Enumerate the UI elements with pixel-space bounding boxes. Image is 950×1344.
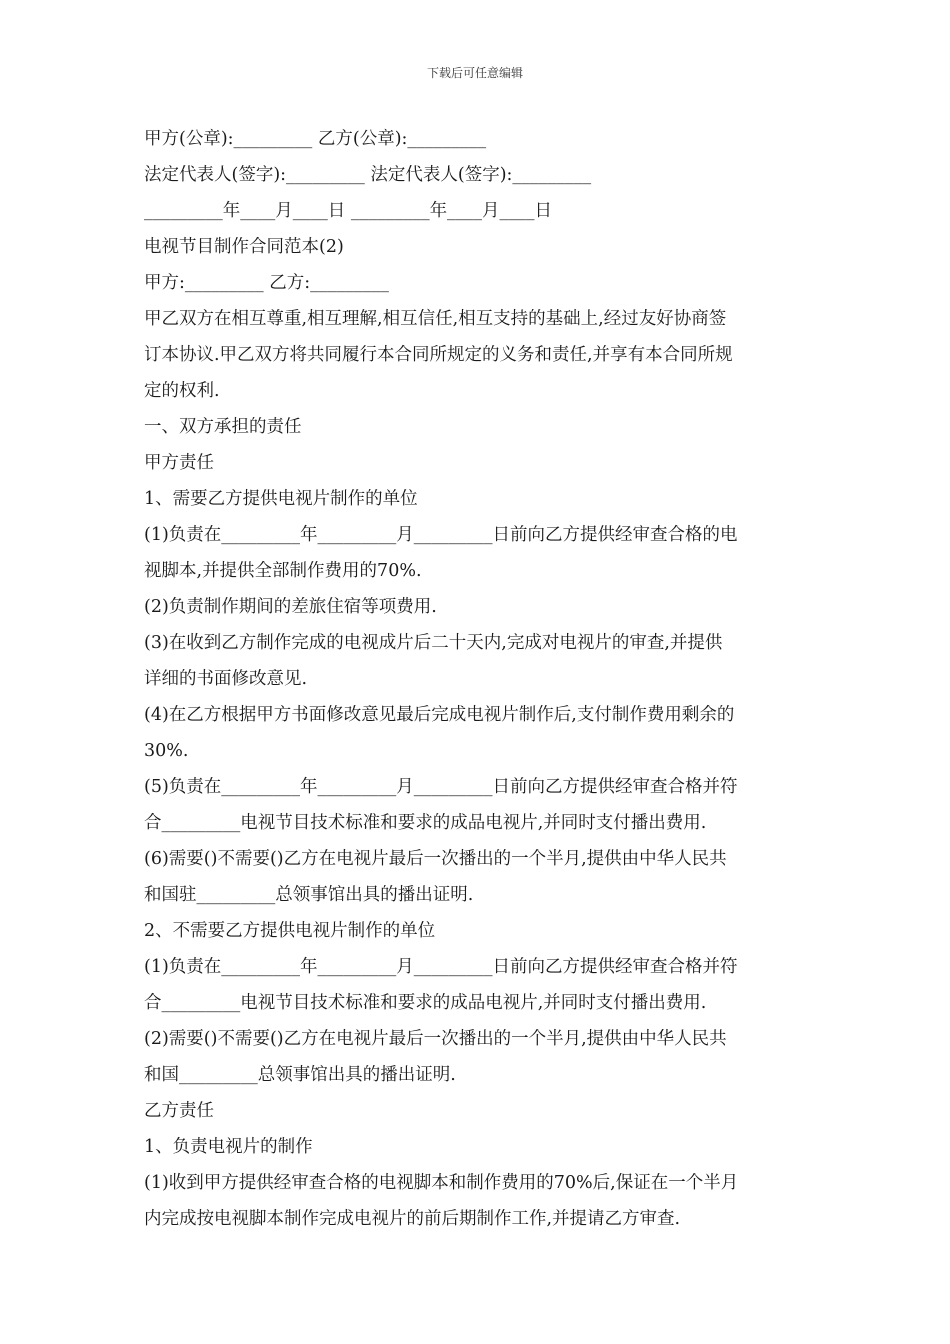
text-line: (2)负责制作期间的差旅住宿等项费用. [144,597,437,617]
text-line: (1)收到甲方提供经审查合格的电视脚本和制作费用的70%后,保证在一个半月 [144,1173,739,1193]
text-line: 1、需要乙方提供电视片制作的单位 [144,489,418,509]
text-line: (5)负责在_________年_________月_________日前向乙方提供经审查合格并符 [144,777,738,797]
text-line: 合_________电视节目技术标准和要求的成品电视片,并同时支付播出费用. [144,813,707,833]
document-body [144,121,814,1237]
text-line: 视脚本,并提供全部制作费用的70%. [144,561,422,581]
text-line: (2)需要()不需要()乙方在电视片最后一次播出的一个半月,提供由中华人民共 [144,1029,727,1049]
text-line: 1、负责电视片的制作 [144,1137,313,1157]
section-heading: 一、双方承担的责任 [144,417,302,437]
section-title: 电视节目制作合同范本(2) [144,237,344,257]
text-line: 订本协议.甲乙双方将共同履行本合同所规定的义务和责任,并享有本合同所规 [144,345,733,365]
text-line: (4)在乙方根据甲方书面修改意见最后完成电视片制作后,支付制作费用剩余的 [144,705,735,725]
text-line: (1)负责在_________年_________月_________日前向乙方提供经审查合格的电 [144,525,738,545]
page-header-note: 下载后可任意编辑 [426,66,523,80]
text-line: 和国_________总领事馆出具的播出证明. [144,1065,456,1085]
text-line: (3)在收到乙方制作完成的电视成片后二十天内,完成对电视片的审查,并提供 [144,633,723,653]
text-line: 30%. [144,741,189,761]
text-line: 甲乙双方在相互尊重,相互理解,相互信任,相互支持的基础上,经过友好协商签 [144,309,727,329]
text-line: 2、不需要乙方提供电视片制作的单位 [144,921,436,941]
text-line: (1)负责在_________年_________月_________日前向乙方提供经审查合格并符 [144,957,738,977]
text-line: 内完成按电视脚本制作完成电视片的前后期制作工作,并提请乙方审查. [144,1209,681,1229]
text-line: 法定代表人(签字):_________ 法定代表人(签字):_________ [144,165,592,185]
text-line: _________年____月____日 _________年____月____日 [144,201,553,221]
text-line: 合_________电视节目技术标准和要求的成品电视片,并同时支付播出费用. [144,993,707,1013]
section-heading: 乙方责任 [144,1101,214,1121]
text-line: 详细的书面修改意见. [144,669,308,689]
text-line: (6)需要()不需要()乙方在电视片最后一次播出的一个半月,提供由中华人民共 [144,849,727,869]
text-line: 甲方:_________ 乙方:_________ [144,273,389,293]
text-line: 甲方(公章):_________ 乙方(公章):_________ [144,129,487,149]
text-line: 和国驻_________总领事馆出具的播出证明. [144,885,474,905]
section-heading: 甲方责任 [144,453,214,473]
text-line: 定的权利. [144,381,220,401]
